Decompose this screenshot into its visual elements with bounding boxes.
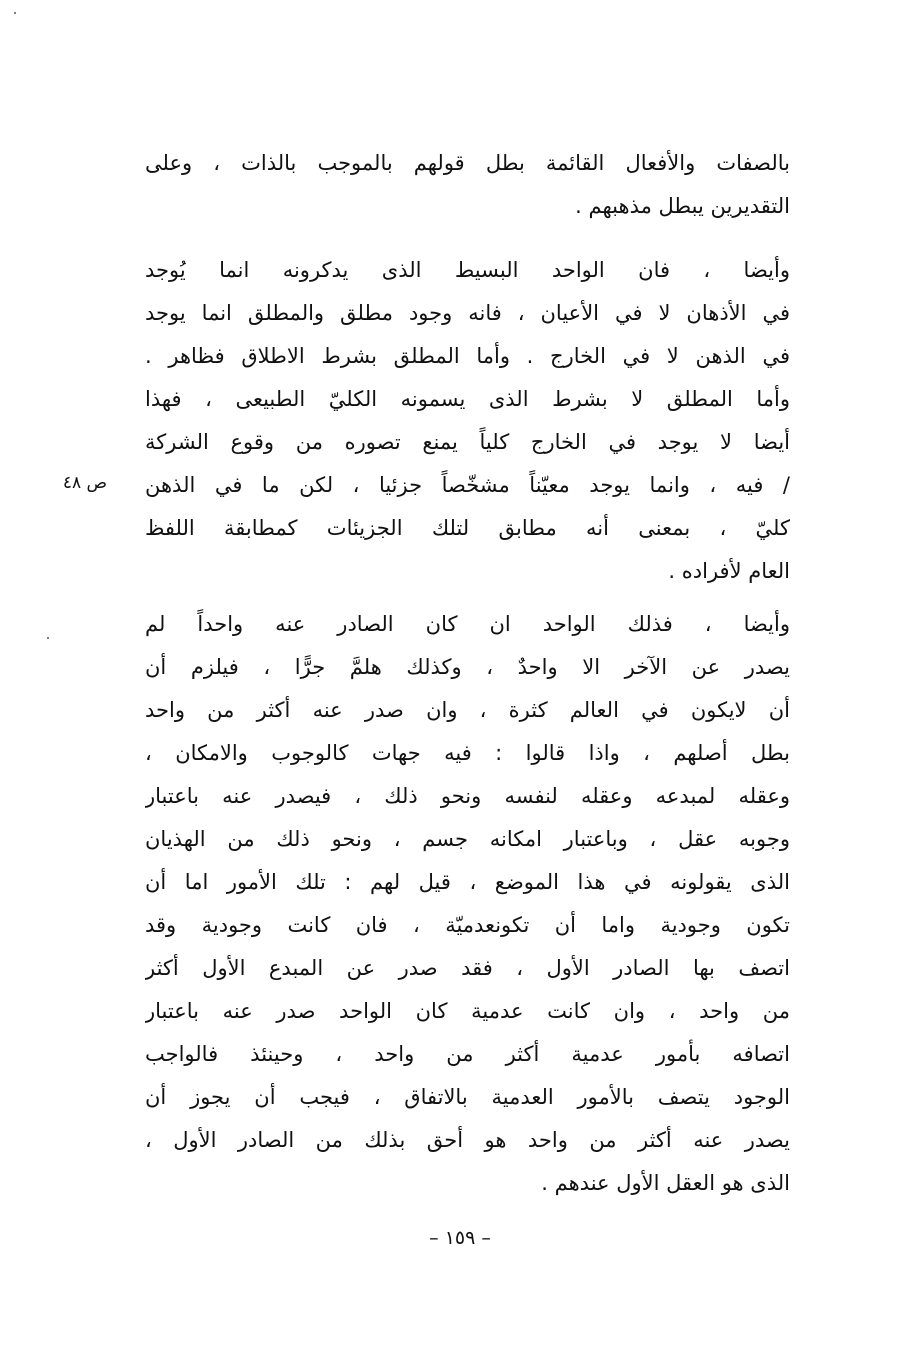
scan-speck xyxy=(47,637,49,639)
paragraph-3 xyxy=(145,603,790,1205)
text-line: يصدر عن الآخر الا واحدٌ ، وكذلك هلمَّ جرًّا ، فيلزم أن xyxy=(145,655,790,679)
text-line: أيضا لا يوجد في الخارج كلياً يمنع تصوره من وقوع الشركة xyxy=(145,430,790,454)
text-line: الذى هو العقل الأول عندهم . xyxy=(541,1171,790,1195)
text-line: وأما المطلق لا بشرط الذى يسمونه الكليّ الطبيعى ، فهذا xyxy=(145,387,790,411)
text-line: التقديرين يبطل مذهبهم . xyxy=(575,194,790,218)
text-line: اتصافه بأمور عدمية أكثر من واحد ، وحينئذ فالواجب xyxy=(145,1042,790,1066)
text-line: من واحد ، وان كانت عدمية كان الواحد صدر عنه باعتبار xyxy=(145,999,790,1023)
text-line: أن لايكون في العالم كثرة ، وان صدر عنه أكثر من واحد xyxy=(145,698,790,722)
text-line: الذى يقولونه في هذا الموضع ، قيل لهم : تلك الأمور اما أن xyxy=(145,870,790,894)
text-line: / فيه ، وانما يوجد معيّناً مشخّصاً جزئيا ، لكن ما في الذهن xyxy=(145,473,790,497)
text-line: الوجود يتصف بالأمور العدمية بالاتفاق ، فيجب أن يجوز أن xyxy=(145,1085,790,1109)
paragraph-2 xyxy=(145,249,790,593)
scan-speck xyxy=(14,12,16,14)
page-number: – ١٥٩ – xyxy=(429,1227,491,1249)
text-line: تكون وجودية واما أن تكونعدميّة ، فان كانت وجودية وقد xyxy=(145,913,790,937)
text-line: وجوبه عقل ، وباعتبار امكانه جسم ، ونحو ذلك من الهذيان xyxy=(145,827,790,851)
text-line: في الذهن لا في الخارج . وأما المطلق بشرط الاطلاق فظاهر . xyxy=(145,344,790,368)
text-line: وأيضا ، فان الواحد البسيط الذى يدكرونه انما يُوجد xyxy=(145,258,790,282)
margin-page-reference: ص ٤٨ xyxy=(62,473,108,493)
text-line: العام لأفراده . xyxy=(668,559,790,583)
text-line: بطل أصلهم ، واذا قالوا : فيه جهات كالوجوب والامكان ، xyxy=(145,741,790,765)
text-line: يصدر عنه أكثر من واحد هو أحق بذلك من الصادر الأول ، xyxy=(145,1128,790,1152)
text-line: بالصفات والأفعال القائمة بطل قولهم بالموجب بالذات ، وعلى xyxy=(145,151,790,175)
text-line: اتصف بها الصادر الأول ، فقد صدر عن المبدع الأول أكثر xyxy=(145,956,790,980)
text-line: كليّ ، بمعنى أنه مطابق لتلك الجزيئات كمطابقة اللفظ xyxy=(145,516,790,540)
text-line: في الأذهان لا في الأعيان ، فانه وجود مطلق والمطلق انما يوجد xyxy=(145,301,790,325)
text-line: وأيضا ، فذلك الواحد ان كان الصادر عنه واحداً لم xyxy=(145,612,790,636)
paragraph-1 xyxy=(145,142,790,228)
text-line: وعقله لمبدعه وعقله لنفسه ونحو ذلك ، فيصدر عنه باعتبار xyxy=(145,784,790,808)
